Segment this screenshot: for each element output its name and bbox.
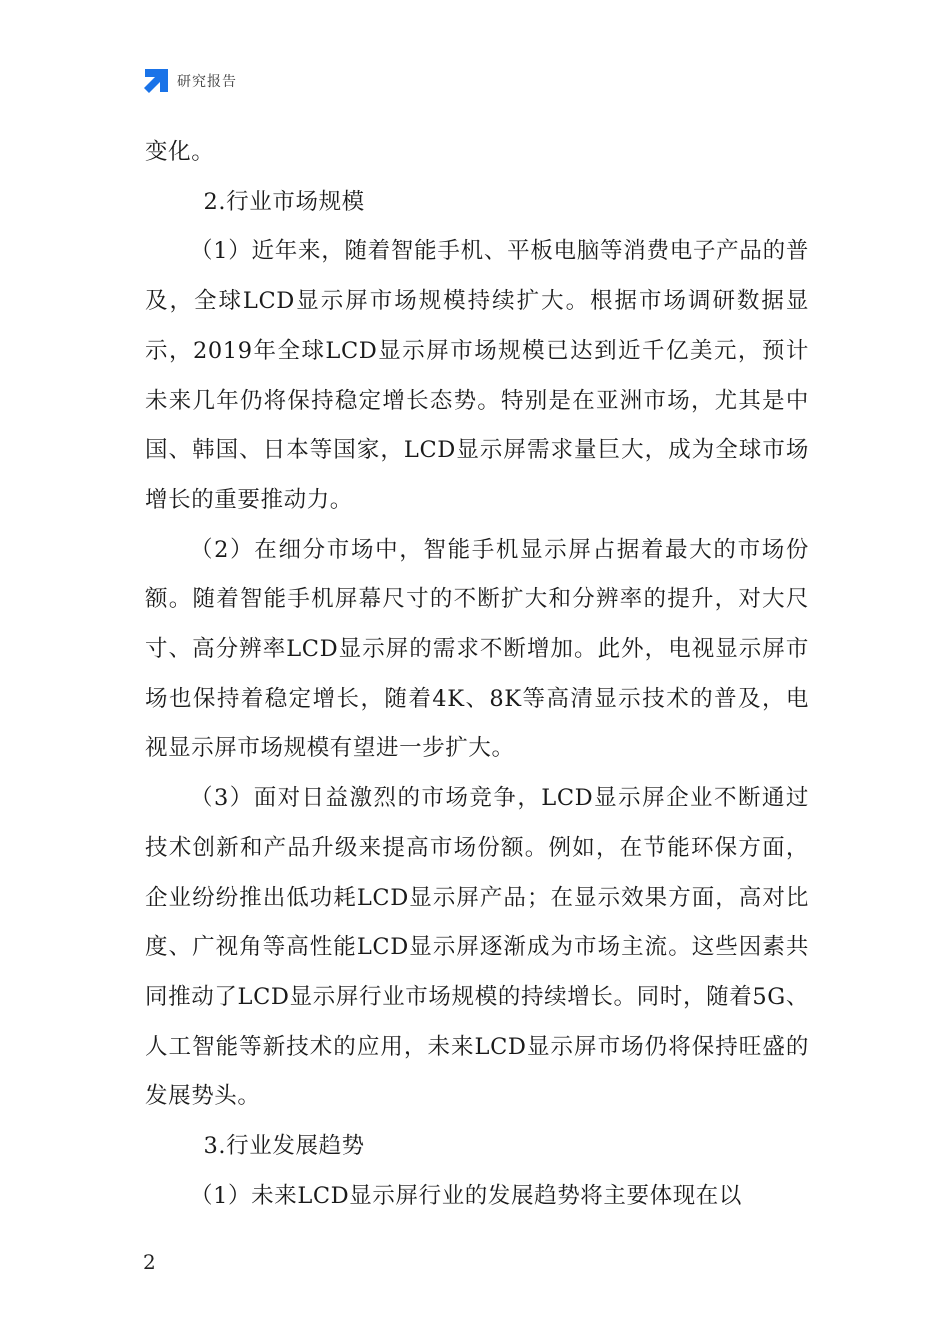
section-heading-trends: 3.行业发展趋势: [203, 1133, 365, 1160]
report-header: [143, 66, 237, 96]
arrow-logo-icon: [143, 68, 169, 94]
paragraph-2: （2）在细分市场中，智能手机显示屏占据着最大的市场份额。随着智能手机屏幕尺寸的不断扩大和分辨率的提升，对大尺寸、高分辨率LCD显示屏的需求不断增加。此外，电视显示屏市场也保持着稳定增长，随着4K、8K等高清显示技术的普及，电视显示屏市场规模有望进一步扩大。: [145, 536, 809, 762]
document-body: [145, 128, 809, 1221]
paragraph-continuation: 变化。: [145, 139, 215, 165]
section-heading-market-size: 2.行业市场规模: [203, 188, 365, 215]
paragraph-1: （1）近年来，随着智能手机、平板电脑等消费电子产品的普及，全球LCD显示屏市场规模持续扩大。根据市场调研数据显示，2019年全球LCD显示屏市场规模已达到近千亿美元，预计未来几年仍将保持稳定增长态势。特别是在亚洲市场，尤其是中国、韩国、日本等国家，LCD显示屏需求量巨大，成为全球市场增长的重要推动力。: [145, 238, 809, 513]
header-label: 研究报告: [177, 74, 237, 90]
paragraph-3: （3）面对日益激烈的市场竞争，LCD显示屏企业不断通过技术创新和产品升级来提高市场份额。例如，在节能环保方面，企业纷纷推出低功耗LCD显示屏产品；在显示效果方面，高对比度、广视角等高性能LCD显示屏逐渐成为市场主流。这些因素共同推动了LCD显示屏行业市场规模的持续增长。同时，随着5G、人工智能等新技术的应用，未来LCD显示屏市场仍将保持旺盛的发展势头。: [145, 785, 809, 1110]
paragraph-4: （1）未来LCD显示屏行业的发展趋势将主要体现在以: [190, 1182, 743, 1209]
page-number: 2: [143, 1250, 156, 1274]
